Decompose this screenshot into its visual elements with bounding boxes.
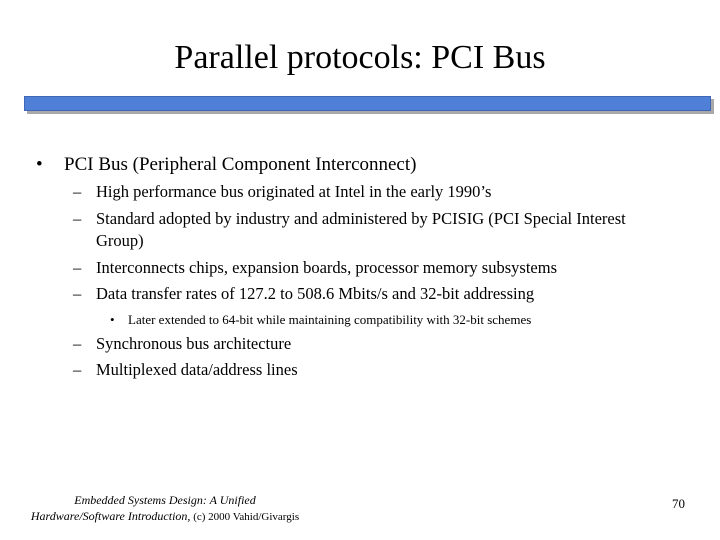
sub-bullet-text: Synchronous bus architecture xyxy=(96,334,292,353)
sub-bullet-marker: – xyxy=(73,182,82,201)
slide-title: Parallel protocols: PCI Bus xyxy=(174,39,546,76)
bullet-marker: • xyxy=(36,154,43,175)
sub-bullet-marker: – xyxy=(73,258,82,277)
sub-bullet-text: Multiplexed data/address lines xyxy=(96,360,298,379)
footer-line-2 xyxy=(10,508,320,525)
page-number: 70 xyxy=(672,496,685,511)
title-underline-bar xyxy=(24,96,711,111)
footer-citation xyxy=(10,492,320,525)
sub-bullet-marker: – xyxy=(73,209,82,228)
sub-bullet-text: Interconnects chips, expansion boards, processor memory subsystems xyxy=(96,258,557,277)
third-bullet-text: Later extended to 64-bit while maintaining compatibility with 32-bit schemes xyxy=(128,312,532,327)
sub-bullet-marker: – xyxy=(73,360,82,379)
sub-bullet-text: Standard adopted by industry and administered by PCISIG (PCI Special Interest xyxy=(96,209,626,228)
sub-bullet-text: Data transfer rates of 127.2 to 508.6 Mbits/s and 32-bit addressing xyxy=(96,284,535,303)
sub-bullet-marker: – xyxy=(73,334,82,353)
footer-line-2-plain: (c) 2000 Vahid/Givargis xyxy=(190,511,300,523)
third-bullet-marker: • xyxy=(110,312,115,327)
footer-line-2-italic: Hardware/Software Introduction, xyxy=(30,509,191,523)
bullet-text: PCI Bus (Peripheral Component Interconnect) xyxy=(64,154,417,175)
sub-bullet-text: High performance bus originated at Intel in the early 1990’s xyxy=(96,182,492,201)
footer-line-1: Embedded Systems Design: A Unified xyxy=(74,493,256,507)
sub-bullet-marker: – xyxy=(73,284,82,303)
sub-bullet-text-continuation: Group) xyxy=(96,231,144,250)
